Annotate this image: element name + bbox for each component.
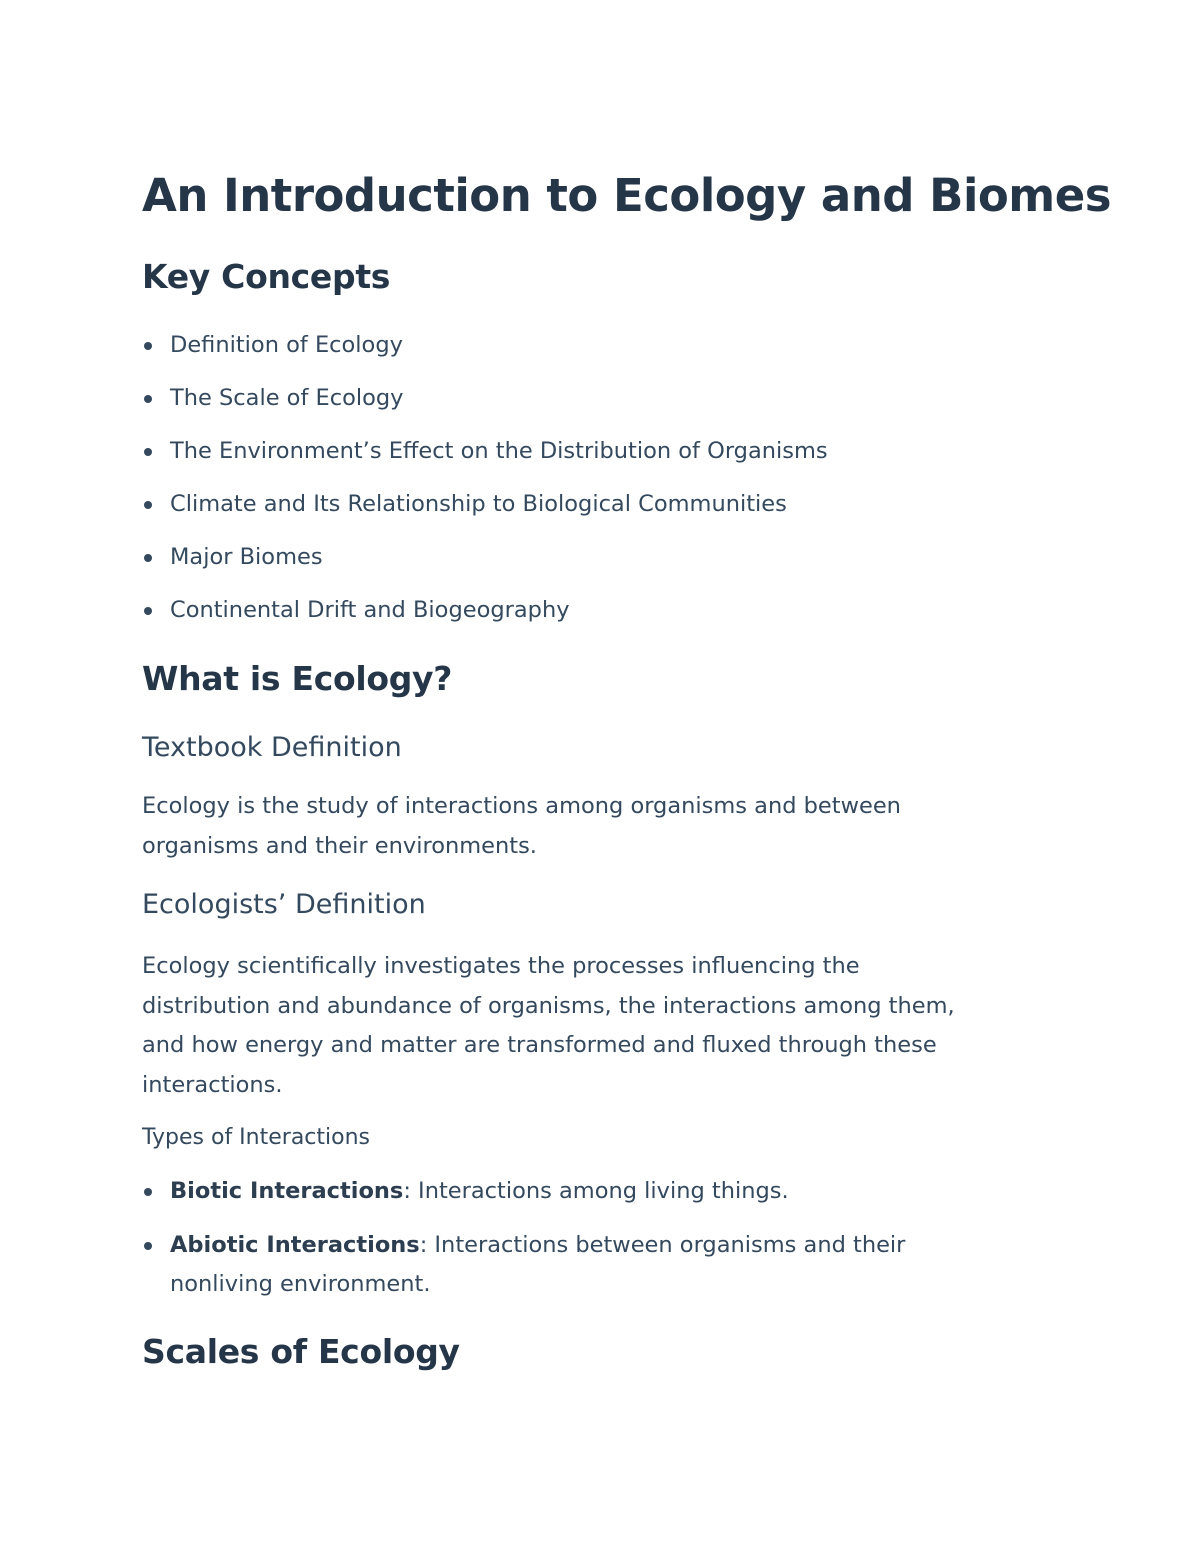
- textbook-definition-heading: Textbook Definition: [142, 732, 402, 763]
- list-item: [142, 542, 828, 595]
- list-item-text: Climate and Its Relationship to Biological Communities: [170, 491, 787, 517]
- list-item: [142, 1226, 905, 1305]
- bullet-icon: [144, 1188, 152, 1196]
- list-item: [142, 595, 828, 648]
- bullet-icon: [144, 1242, 152, 1250]
- term-label: Abiotic Interactions: [170, 1231, 420, 1258]
- bullet-icon: [144, 448, 152, 456]
- paragraph-line: organisms and their environments.: [142, 832, 537, 859]
- term-description: : Interactions between organisms and their: [419, 1231, 906, 1258]
- what-is-ecology-heading: What is Ecology?: [142, 659, 453, 698]
- term-description: : Interactions among living things.: [403, 1178, 789, 1204]
- list-item-text: Continental Drift and Biogeography: [170, 597, 570, 623]
- paragraph-line: and how energy and matter are transformed and fluxed through these: [142, 1032, 937, 1058]
- paragraph-line: distribution and abundance of organisms, the interactions among them,: [142, 992, 955, 1019]
- term-label: Biotic Interactions: [170, 1178, 404, 1204]
- list-item: [142, 489, 828, 542]
- ecologists-definition-paragraph: [142, 947, 955, 1105]
- list-item-text: Major Biomes: [170, 544, 323, 570]
- list-item-text: The Scale of Ecology: [170, 385, 404, 411]
- key-concepts-list: [142, 330, 828, 648]
- bullet-icon: [144, 342, 152, 350]
- bullet-icon: [144, 554, 152, 562]
- bullet-icon: [144, 395, 152, 403]
- list-item: [142, 436, 828, 489]
- ecologists-definition-heading: Ecologists’ Definition: [142, 889, 426, 920]
- paragraph-line: Ecology scientifically investigates the processes influencing the: [142, 953, 860, 979]
- list-item-text: The Environment’s Effect on the Distribution of Organisms: [170, 438, 828, 464]
- list-item-text: Definition of Ecology: [170, 332, 403, 358]
- paragraph-line: Ecology is the study of interactions among organisms and between: [142, 793, 901, 819]
- document-title: An Introduction to Ecology and Biomes: [142, 169, 1111, 222]
- key-concepts-heading: Key Concepts: [142, 257, 391, 296]
- list-item: [142, 330, 828, 383]
- list-item: [142, 383, 828, 436]
- types-of-interactions-heading: Types of Interactions: [142, 1125, 371, 1150]
- bullet-icon: [144, 607, 152, 615]
- paragraph-line: interactions.: [142, 1071, 283, 1098]
- term-description-continued: nonliving environment.: [170, 1271, 431, 1297]
- list-item: [142, 1172, 905, 1212]
- scales-of-ecology-heading: Scales of Ecology: [142, 1332, 460, 1371]
- interactions-list: [142, 1172, 905, 1319]
- bullet-icon: [144, 501, 152, 509]
- textbook-definition-paragraph: [142, 787, 901, 866]
